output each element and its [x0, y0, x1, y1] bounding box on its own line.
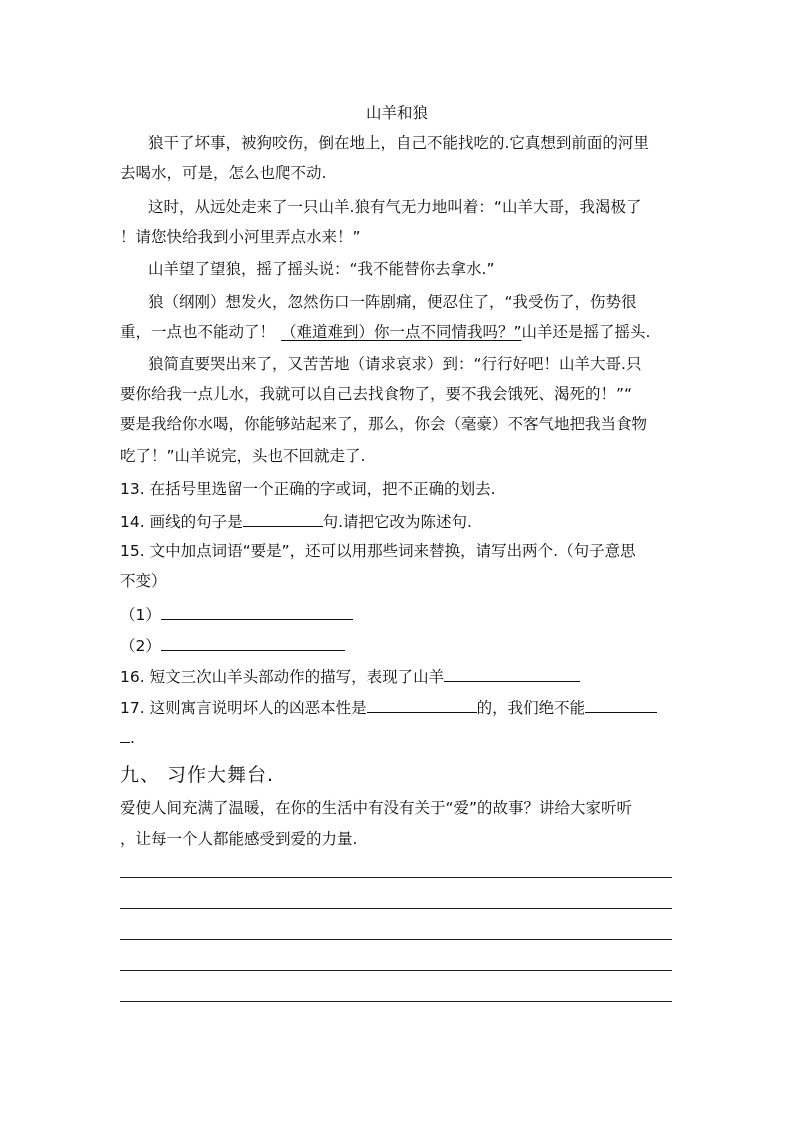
question-17 [120, 696, 680, 718]
story-line: 狼干了坏事，被狗咬伤，倒在地上，自己不能找吃的.它真想到前面的河里 [148, 134, 649, 152]
story-line: 要你给我一点儿水，我就可以自己去找食物了，要不我会饿死、渴死的！”“ [120, 385, 633, 403]
writing-line[interactable] [120, 1001, 672, 1002]
option-label: （1） [120, 606, 161, 624]
story-line [120, 322, 680, 342]
page-title: 山羊和狼 [365, 104, 428, 122]
answer-blank[interactable] [585, 696, 657, 713]
answer-blank[interactable] [161, 603, 353, 620]
question-13: 13. 在括号里选留一个正确的字或词，把不正确的划去. [120, 480, 496, 498]
story-line: 吃了！”山羊说完，头也不回就走了. [120, 447, 366, 465]
writing-line[interactable] [120, 970, 672, 971]
answer-blank[interactable] [444, 665, 580, 682]
story-line: 狼简直要哭出来了，又苦苦地（请求哀求）到：“行行好吧！山羊大哥.只 [148, 355, 642, 373]
story-line: ！请您快给我到小河里弄点水来！” [120, 228, 361, 246]
story-text: 重，一点也不能动了！ [120, 323, 276, 341]
question-text: . [130, 729, 135, 747]
writing-prompt: 爱使人间充满了温暖，在你的生活中有没有关于“爱”的故事？讲给大家听听 [120, 799, 633, 817]
story-line: 狼（纲刚）想发火，忽然伤口一阵剧痛，便忍住了，“我受伤了，伤势很 [148, 293, 637, 311]
underlined-sentence: （难道难到）你一点不同情我吗？” [281, 323, 522, 341]
option-label: （2） [120, 637, 161, 655]
story-line: 这时，从远处走来了一只山羊.狼有气无力地叫着：“山羊大哥，我渴极了 [148, 198, 642, 216]
question-15-option-2 [120, 634, 680, 656]
writing-line[interactable] [120, 939, 672, 940]
answer-blank[interactable] [161, 634, 345, 651]
writing-prompt-cont: ，让每一个人都能感受到爱的力量. [120, 830, 358, 848]
question-14 [120, 510, 680, 532]
question-text: 句.请把它改为陈述句. [322, 513, 472, 531]
question-16 [120, 665, 680, 687]
question-text: 16. 短文三次山羊头部动作的描写，表现了山羊 [120, 668, 445, 686]
section-heading: 九、 习作大舞台. [120, 764, 275, 786]
question-15-cont: 不变） [120, 572, 167, 590]
answer-blank[interactable] [243, 510, 323, 527]
story-text: 山羊还是摇了摇头. [521, 323, 651, 341]
question-text: 的，我们绝不能 [476, 699, 586, 717]
writing-line[interactable] [120, 908, 672, 909]
answer-blank[interactable] [120, 726, 130, 743]
question-text: 14. 画线的句子是 [120, 513, 243, 531]
question-17-cont [120, 726, 680, 748]
story-line: 山羊望了望狼，摇了摇头说：“我不能替你去拿水.” [148, 260, 495, 278]
writing-line[interactable] [120, 877, 672, 878]
question-15-option-1 [120, 603, 680, 625]
story-line: 要是我给你水喝，你能够站起来了，那么，你会（毫豪）不客气地把我当食物 [120, 415, 648, 433]
story-line: 去喝水，可是，怎么也爬不动. [120, 164, 327, 182]
question-text: 17. 这则寓言说明坏人的凶恶本性是 [120, 699, 367, 717]
answer-blank[interactable] [367, 696, 477, 713]
question-15: 15. 文中加点词语“要是”，还可以用那些词来替换，请写出两个.（句子意思 [120, 542, 636, 560]
